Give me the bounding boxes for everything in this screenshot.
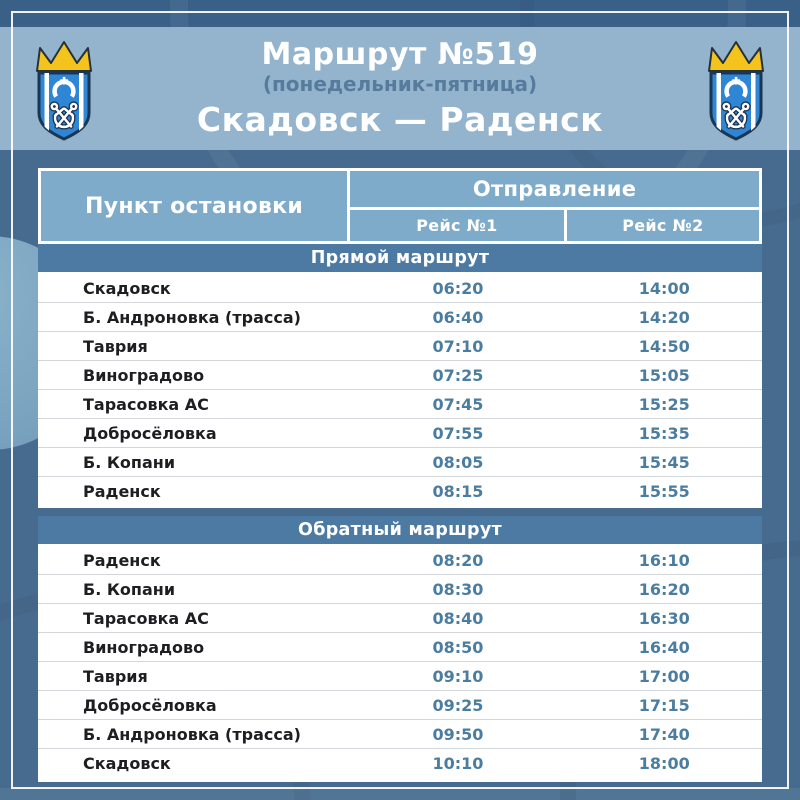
trip2-departure-time: 15:25: [638, 394, 690, 414]
trip2-departure-time: 14:00: [638, 278, 690, 298]
trip2-departure-time: 17:00: [638, 666, 690, 686]
timetable-row: [38, 749, 762, 777]
trip1-departure-time: 09:50: [432, 724, 484, 744]
stop-name: Скадовск: [83, 753, 171, 773]
coat-of-arms-left-icon: [26, 36, 102, 142]
trip1-departure-time: 08:50: [432, 637, 484, 657]
stop-name: Таврия: [83, 336, 148, 356]
trip2-departure-time: 14:20: [638, 307, 690, 327]
trip1-departure-time: 07:55: [432, 423, 484, 443]
bottom-background-strip: [0, 788, 800, 800]
trip2-departure-time: 18:00: [638, 753, 690, 773]
timetable-row: [38, 390, 762, 419]
trip2-departure-time: 15:45: [638, 452, 690, 472]
trip2-departure-time: 16:10: [638, 550, 690, 570]
stop-name: Тарасовка АС: [83, 608, 209, 628]
timetable-row: [38, 604, 762, 633]
stop-name: Б. Копани: [83, 452, 176, 472]
timetable-row: [38, 448, 762, 477]
trip2-departure-time: 15:05: [638, 365, 690, 385]
trip1-departure-time: 09:25: [432, 695, 484, 715]
trip1-departure-time: 09:10: [432, 666, 484, 686]
stop-name: Б. Андроновка (трасса): [83, 724, 301, 744]
timetable-row: [38, 332, 762, 361]
column-header-stop: Пункт остановки: [41, 171, 347, 241]
trip1-departure-time: 08:15: [432, 481, 484, 501]
timetable-row: [38, 419, 762, 448]
stop-name: Добросёловка: [83, 423, 217, 443]
top-background-strip: [0, 0, 800, 27]
stop-name: Тарасовка АС: [83, 394, 209, 414]
timetable-row: [38, 477, 762, 505]
trip1-departure-time: 07:25: [432, 365, 484, 385]
stop-name: Добросёловка: [83, 695, 217, 715]
trip1-departure-time: 07:10: [432, 336, 484, 356]
section-gap: [38, 508, 762, 516]
trip1-departure-time: 06:20: [432, 278, 484, 298]
timetable-row: [38, 303, 762, 332]
route-days-subtitle: (понедельник-пятница): [262, 71, 538, 96]
rows-forward: [38, 272, 762, 508]
poster-header: [0, 27, 800, 150]
trip1-departure-time: 10:10: [432, 753, 484, 773]
trip2-departure-time: 17:40: [638, 724, 690, 744]
stop-name: Скадовск: [83, 278, 171, 298]
trip2-departure-time: 15:35: [638, 423, 690, 443]
timetable-row: [38, 361, 762, 390]
trip2-departure-time: 16:40: [638, 637, 690, 657]
timetable-row: [38, 662, 762, 691]
timetable-row: [38, 274, 762, 303]
column-header-trip2: Рейс №2: [567, 210, 759, 241]
section-band-reverse: Обратный маршрут: [38, 516, 762, 544]
trip2-departure-time: 17:15: [638, 695, 690, 715]
column-header-departure: Отправление: [350, 171, 759, 207]
stop-name: Таврия: [83, 666, 148, 686]
trip2-departure-time: 16:30: [638, 608, 690, 628]
route-name-title: Скадовск — Раденск: [196, 100, 604, 140]
timetable: [38, 168, 762, 782]
trip1-departure-time: 07:45: [432, 394, 484, 414]
timetable-row: [38, 546, 762, 575]
rows-reverse: [38, 544, 762, 782]
trip1-departure-time: 06:40: [432, 307, 484, 327]
stop-name: Б. Копани: [83, 579, 176, 599]
trip2-departure-time: 14:50: [638, 336, 690, 356]
timetable-row: [38, 575, 762, 604]
stop-name: Раденск: [83, 481, 161, 501]
timetable-row: [38, 720, 762, 749]
timetable-row: [38, 633, 762, 662]
trip1-departure-time: 08:05: [432, 452, 484, 472]
trip1-departure-time: 08:20: [432, 550, 484, 570]
timetable-header: [38, 168, 762, 244]
timetable-row: [38, 691, 762, 720]
stop-name: Виноградово: [83, 365, 205, 385]
trip2-departure-time: 15:55: [638, 481, 690, 501]
route-number-title: Маршрут №519: [261, 37, 539, 73]
stop-name: Б. Андроновка (трасса): [83, 307, 301, 327]
stop-name: Виноградово: [83, 637, 205, 657]
coat-of-arms-right-icon: [698, 36, 774, 142]
stop-name: Раденск: [83, 550, 161, 570]
section-band-forward: Прямой маршрут: [38, 244, 762, 272]
trip2-departure-time: 16:20: [638, 579, 690, 599]
column-header-trip1: Рейс №1: [350, 210, 564, 241]
trip1-departure-time: 08:30: [432, 579, 484, 599]
trip1-departure-time: 08:40: [432, 608, 484, 628]
header-titles: [102, 38, 698, 139]
